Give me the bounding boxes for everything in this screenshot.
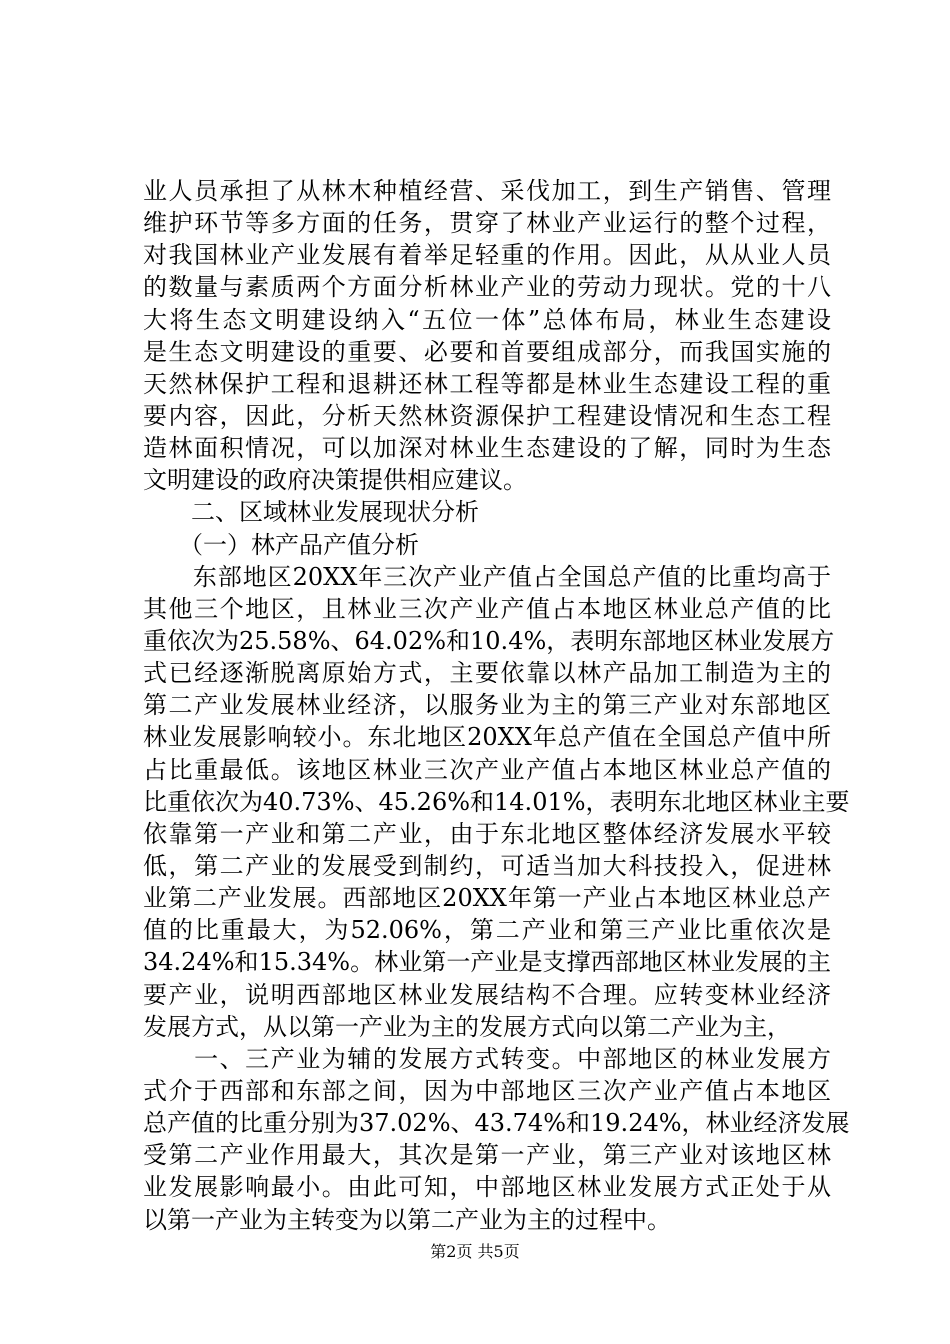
document-body <box>143 175 850 1236</box>
text-line: 大将生态文明建设纳入“五位一体”总体布局，林业生态建设 <box>143 305 831 334</box>
paragraph-central-region <box>143 1043 850 1236</box>
text-line: 受第二产业作用最大，其次是第一产业，第三产业对该地区林 <box>143 1141 831 1170</box>
text-line: 低，第二产业的发展受到制约，可适当加大科技投入，促进林 <box>143 851 831 880</box>
heading-line: （一）林产品产值分析 <box>143 530 419 559</box>
text-line: 占比重最低。该地区林业三次产业产值占本地区林业总产值的 <box>143 755 831 784</box>
subsection-heading <box>143 529 831 561</box>
text-line: 值的比重最大，为52.06%，第二产业和第三产业比重依次是 <box>143 916 831 945</box>
text-line: 的数量与素质两个方面分析林业产业的劳动力现状。党的十八 <box>143 273 831 302</box>
text-line: 式介于西部和东部之间，因为中部地区三次产业产值占本地区 <box>143 1076 831 1105</box>
text-line: 第二产业发展林业经济，以服务业为主的第三产业对东部地区 <box>143 691 831 720</box>
text-line: 要产业，说明西部地区林业发展结构不合理。应转变林业经济 <box>143 980 831 1009</box>
section-heading <box>143 496 831 528</box>
text-line: 文明建设的政府决策提供相应建议。 <box>143 466 527 495</box>
text-line: 比重依次为40.73%、45.26%和14.01%，表明东北地区林业主要 <box>143 787 850 816</box>
text-line: 业发展影响最小。由此可知，中部地区林业发展方式正处于从 <box>143 1173 831 1202</box>
text-line: 34.24%和15.34%。林业第一产业是支撑西部地区林业发展的主 <box>143 948 831 977</box>
text-line: 重依次为25.58%、64.02%和10.4%，表明东部地区林业发展方 <box>143 626 835 655</box>
text-line: 式已经逐渐脱离原始方式，主要依靠以林产品加工制造为主的 <box>143 659 831 688</box>
text-line: 要内容，因此，分析天然林资源保护工程建设情况和生态工程 <box>143 401 831 430</box>
text-line: 东部地区20XX年三次产业产值占全国总产值的比重均高于 <box>143 562 831 591</box>
text-line: 造林面积情况，可以加深对林业生态建设的了解，同时为生态 <box>143 434 831 463</box>
text-line: 以第一产业为主转变为以第二产业为主的过程中。 <box>143 1205 671 1234</box>
heading-line: 二、区域林业发展现状分析 <box>143 498 479 527</box>
text-line: 发展方式，从以第一产业为主的发展方式向以第二产业为主， <box>143 1012 791 1041</box>
text-line: 总产值的比重分别为37.02%、43.74%和19.24%，林业经济发展 <box>143 1109 850 1138</box>
text-line: 林业发展影响较小。东北地区20XX年总产值在全国总产值中所 <box>143 723 831 752</box>
text-line: 业人员承担了从林木种植经营、采伐加工，到生产销售、管理 <box>143 177 831 205</box>
text-line: 其他三个地区，且林业三次产业产值占本地区林业总产值的比 <box>143 594 831 623</box>
text-line: 依靠第一产业和第二产业，由于东北地区整体经济发展水平较 <box>143 819 831 848</box>
text-line: 维护环节等多方面的任务，贯穿了林业产业运行的整个过程， <box>143 209 831 238</box>
text-line: 天然林保护工程和退耕还林工程等都是林业生态建设工程的重 <box>143 369 831 398</box>
text-line: 是生态文明建设的重要、必要和首要组成部分，而我国实施的 <box>143 337 831 366</box>
text-line: 业第二产业发展。西部地区20XX年第一产业占本地区林业总产 <box>143 884 831 913</box>
text-line: 一、三产业为辅的发展方式转变。中部地区的林业发展方 <box>143 1044 831 1073</box>
paragraph-labor-ecology <box>143 175 831 496</box>
text-line: 对我国林业产业发展有着举足轻重的作用。因此，从从业人员 <box>143 241 831 270</box>
paragraph-regional-output <box>143 561 850 1043</box>
page-number-footer: 第2页 共5页 <box>430 1242 520 1261</box>
